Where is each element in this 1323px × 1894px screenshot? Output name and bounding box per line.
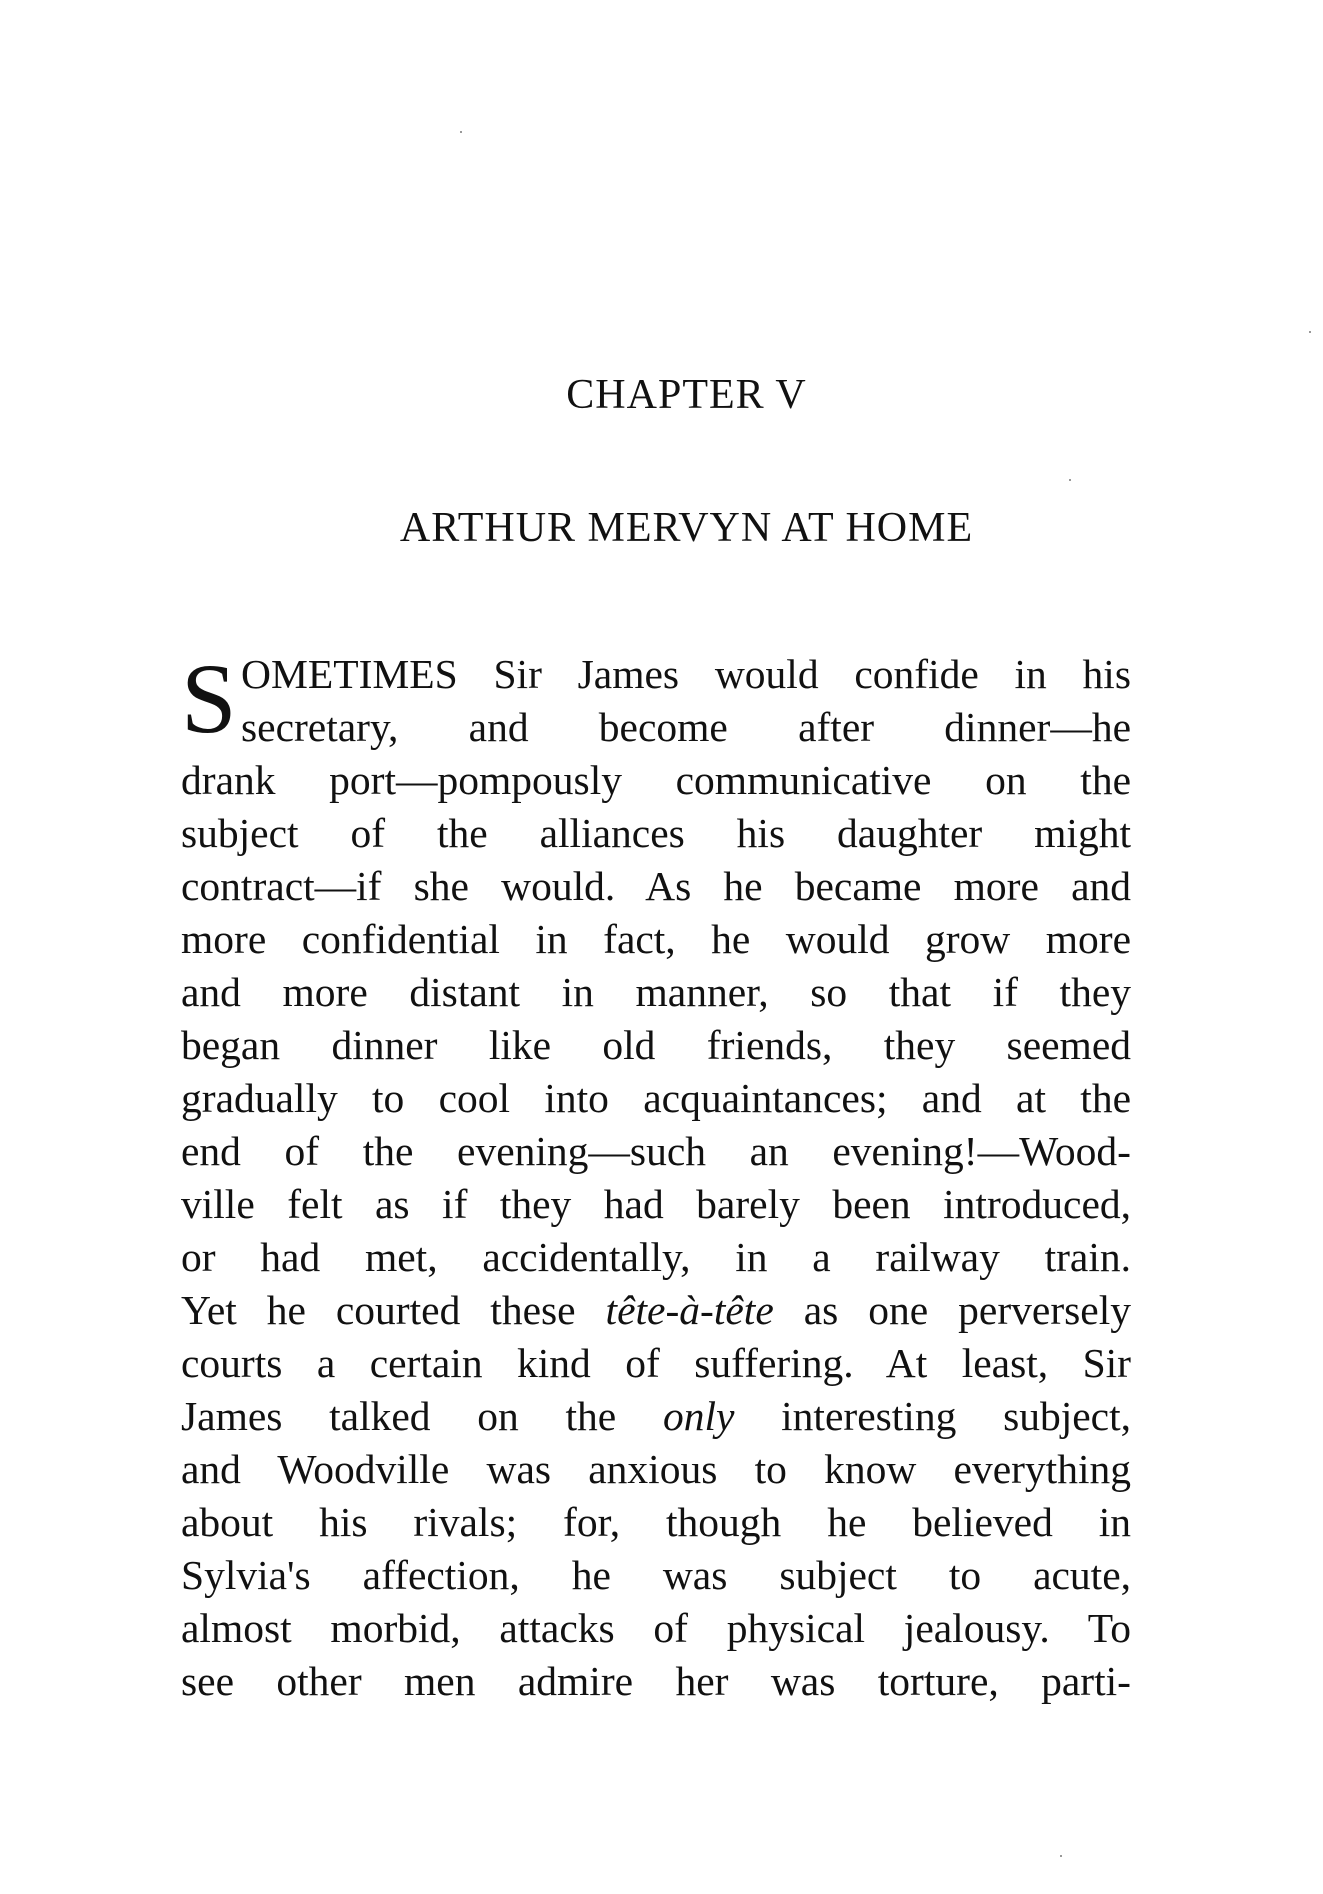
chapter-number: CHAPTER V [566, 372, 807, 418]
text-line: or had met, accidentally, in a railway train. [181, 1234, 1131, 1280]
chapter-title: ARTHUR MERVYN AT HOME [399, 505, 974, 551]
text-line [181, 1284, 1131, 1337]
drop-cap: S [181, 643, 237, 754]
text-segment: interesting subject, [734, 1393, 1131, 1439]
text-line-content: OMETIMES Sir James would confide in his [241, 651, 1131, 697]
text-line: about his rivals; for, though he believed in [181, 1499, 1131, 1545]
text-line: and Woodville was anxious to know everything [181, 1446, 1131, 1492]
body-text [181, 643, 1131, 1708]
scan-speck [1309, 331, 1311, 333]
text-line: drank port—pompously communicative on the [181, 757, 1131, 803]
text-line: gradually to cool into acquaintances; and at the [181, 1075, 1131, 1121]
text-line: see other men admire her was torture, parti- [181, 1658, 1131, 1704]
italic-word: only [662, 1393, 735, 1439]
text-line: subject of the alliances his daughter might [181, 810, 1131, 856]
scan-speck [1060, 1855, 1062, 1857]
text-line: more confidential in fact, he would grow more [181, 916, 1131, 962]
italic-phrase: tête-à-tête [605, 1287, 774, 1333]
text-segment: as one perversely [773, 1287, 1131, 1333]
text-line: began dinner like old friends, they seemed [181, 1022, 1131, 1068]
text-line: secretary, and become after dinner—he [241, 704, 1131, 750]
text-line: end of the evening—such an evening!—Wood- [181, 1128, 1131, 1174]
text-line: courts a certain kind of suffering. At least, Sir [181, 1340, 1131, 1386]
scan-speck [1069, 479, 1071, 481]
text-line: ville felt as if they had barely been introduced, [181, 1181, 1131, 1227]
text-line: and more distant in manner, so that if they [181, 969, 1131, 1015]
text-line [181, 1390, 1131, 1443]
text-segment: Yet he courted these [181, 1287, 606, 1333]
text-line: Sylvia's affection, he was subject to acute, [181, 1552, 1131, 1598]
text-line: contract—if she would. As he became more and [181, 863, 1131, 909]
text-line: almost morbid, attacks of physical jealousy. To [181, 1605, 1131, 1651]
text-segment: James talked on the [181, 1393, 663, 1439]
scan-speck [460, 131, 462, 133]
